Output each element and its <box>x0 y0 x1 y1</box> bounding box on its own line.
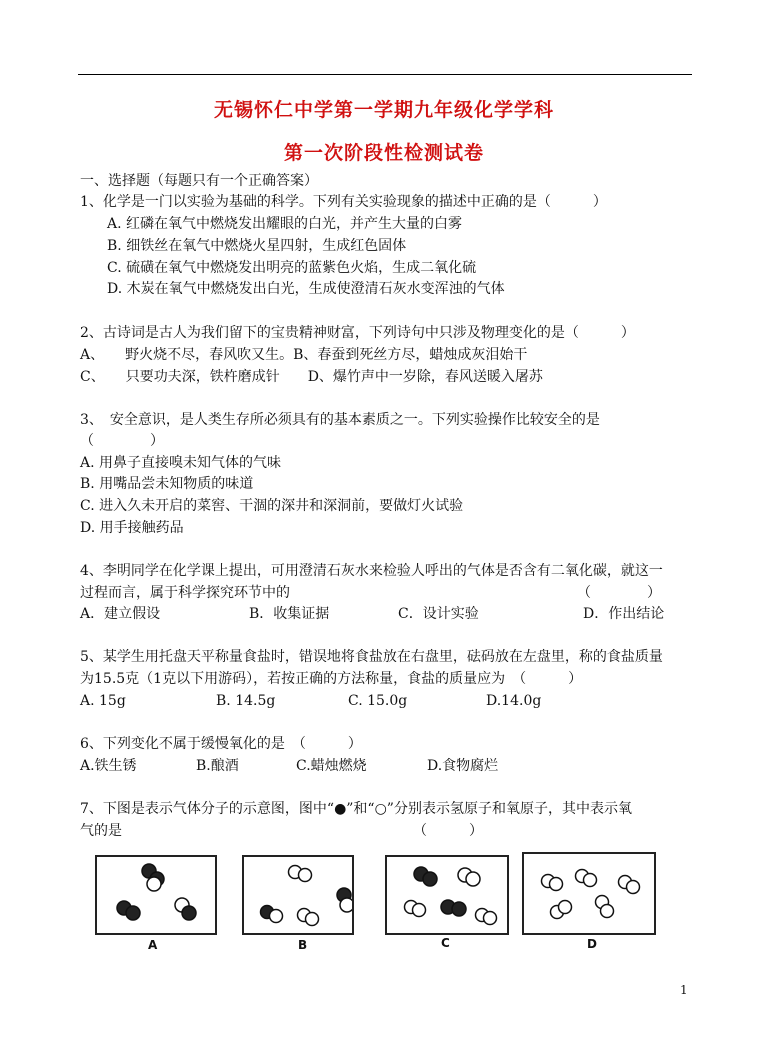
exam-title: 第一次阶段性检测试卷 <box>283 142 484 164</box>
q5-stem-line2: 为15.5克（1克以下用游码），若按正确的方法称量，食盐的质量应为 （ ） <box>80 671 583 687</box>
q7-answer-paren: （ ） <box>413 823 483 839</box>
molecule-diagram-a <box>95 855 217 935</box>
diagram-label-d: D <box>587 937 597 951</box>
q3-option-b: B. 用嘴品尝未知物质的味道 <box>80 476 254 492</box>
q4-option-b: B．收集证据 <box>249 606 330 622</box>
q6-option-d: D.食物腐烂 <box>427 758 499 774</box>
q1-stem: 1、化学是一门以实验为基础的科学。下列有关实验现象的描述中正确的是（ ） <box>80 194 607 210</box>
q7-stem-line1: 7、下图是表示气体分子的示意图，图中“●”和“○”分别表示氢原子和氧原子，其中表示氧 <box>80 801 632 817</box>
q2-options-cd: C、 只要功夫深，铁杵磨成针 D、爆竹声中一岁除，春风送暖入屠苏 <box>80 369 543 385</box>
q6-option-a: A.铁生锈 <box>80 758 137 774</box>
q3-option-d: D. 用手接触药品 <box>80 520 184 536</box>
q3-stem: 3、 安全意识，是人类生存所必须具有的基本素质之一。下列实验操作比较安全的是 <box>80 412 600 428</box>
q5-option-c: C. 15.0g <box>348 693 408 709</box>
molecule-drawing-d <box>524 854 654 933</box>
q4-stem-line2: 过程而言，属于科学探究环节中的 <box>80 585 290 601</box>
q1-option-a: A. 红磷在氧气中燃烧发出耀眼的白光，并产生大量的白雾 <box>107 216 463 232</box>
q6-option-c: C.蜡烛燃烧 <box>296 758 367 774</box>
molecule-drawing-b <box>244 857 352 933</box>
molecule-diagram-c <box>385 855 509 935</box>
page-number: 1 <box>680 983 688 997</box>
q2-options-ab: A、 野火烧不尽，春风吹又生。B、春蚕到死丝方尽，蜡烛成灰泪始干 <box>80 347 528 363</box>
q7-stem-line2: 气的是 <box>80 823 122 839</box>
q1-option-b: B. 细铁丝在氧气中燃烧火星四射，生成红色固体 <box>107 238 407 254</box>
header-rule <box>78 74 692 75</box>
molecule-diagram-b <box>242 855 354 935</box>
q4-option-d: D．作出结论 <box>583 606 665 622</box>
molecule-drawing-c <box>387 857 507 933</box>
q6-option-b: B.酿酒 <box>196 758 239 774</box>
q5-option-a: A. 15g <box>80 693 126 709</box>
q3-answer-paren: （ ） <box>80 433 164 449</box>
q6-stem: 6、下列变化不属于缓慢氧化的是 （ ） <box>80 736 362 752</box>
q5-option-d: D.14.0g <box>486 693 542 709</box>
q4-option-c: C．设计实验 <box>398 606 479 622</box>
q4-answer-paren: （ ） <box>577 585 661 601</box>
q3-option-a: A. 用鼻子直接嗅未知气体的气味 <box>80 455 282 471</box>
q3-option-c: C. 进入久未开启的菜窖、干涸的深井和深洞前，要做灯火试验 <box>80 498 464 514</box>
molecule-diagram-d <box>522 852 656 935</box>
q2-stem: 2、古诗词是古人为我们留下的宝贵精神财富，下列诗句中只涉及物理变化的是（ ） <box>80 325 635 341</box>
q1-option-c: C. 硫磺在氧气中燃烧发出明亮的蓝紫色火焰，生成二氧化硫 <box>107 260 477 276</box>
diagram-label-a: A <box>148 938 158 952</box>
q4-stem-line1: 4、李明同学在化学课上提出，可用澄清石灰水来检验人呼出的气体是否含有二氧化碳，就这一 <box>80 563 663 579</box>
q1-option-d: D. 木炭在氧气中燃烧发出白光，生成使澄清石灰水变浑浊的气体 <box>107 281 505 297</box>
molecule-drawing-a <box>97 857 215 933</box>
q5-stem-line1: 5、某学生用托盘天平称量食盐时，错误地将食盐放在右盘里，砝码放在左盘里，称的食盐质量 <box>80 649 663 665</box>
diagram-label-b: B <box>298 938 308 952</box>
section-heading: 一、选择题（每题只有一个正确答案） <box>80 173 318 189</box>
exam-school-title: 无锡怀仁中学第一学期九年级化学学科 <box>213 99 554 121</box>
diagram-label-c: C <box>441 936 450 950</box>
q4-option-a: A．建立假设 <box>80 606 161 622</box>
q5-option-b: B. 14.5g <box>216 693 276 709</box>
